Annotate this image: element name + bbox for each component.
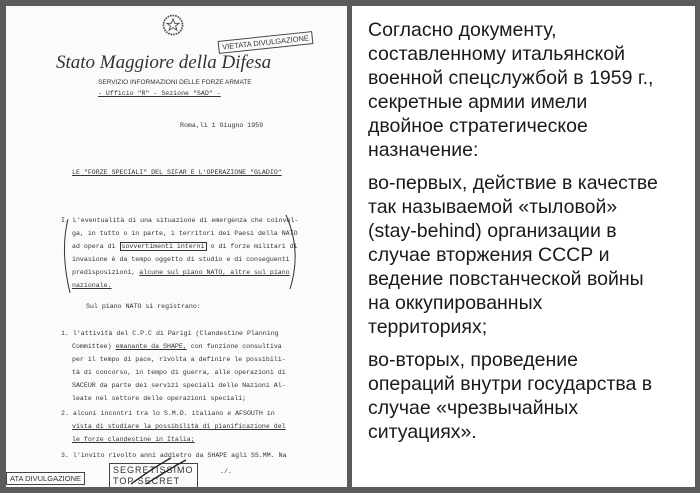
- para1-line: I. L'eventualità di una situazione di emergenza che coinvol-: [61, 217, 299, 224]
- text-line: ситуациях».: [368, 421, 477, 443]
- text-line: ведение повстанческой войны: [368, 268, 644, 290]
- para1-line: nazionale.: [72, 282, 112, 289]
- date-line: Roma,li 1 Giugno 1959: [180, 122, 264, 129]
- item3-line: 3. l'invito rivolto anni addietro da SHAPE agli SS.MM. Na: [61, 452, 287, 459]
- office-line: - Ufficio "R" - Sezione "SAD" -: [98, 90, 221, 97]
- subject-line: LE "FORZE SPECIALI" DEL SIFAR E L'OPERAZIONE "GLADIO": [72, 169, 282, 176]
- text-panel: [352, 6, 695, 487]
- text-line: Согласно документу,: [368, 19, 557, 41]
- service-name: SERVIZIO INFORMAZIONI DELLE FORZE ARMATE: [98, 79, 252, 86]
- letterhead: Stato Maggiore della Difesa: [56, 52, 272, 73]
- stamp-text: SEGRETISSIMO: [113, 465, 194, 475]
- stamp-vietata-divulgazione: VIETATA DIVULGAZIONE: [218, 31, 314, 54]
- text: predisposizioni,: [72, 269, 136, 276]
- text-line: так называемой «тыловой»: [368, 196, 618, 218]
- text-line: назначение:: [368, 139, 479, 161]
- stamp-divulgazione-bottom: ATA DIVULGAZIONE: [6, 472, 85, 485]
- paragraph-first: [368, 171, 688, 339]
- handwritten-bracket-marks: [58, 211, 303, 296]
- para1-line: invasione è da tempo oggetto di studio e di conseguenti: [72, 256, 290, 263]
- paragraph-second: [368, 348, 688, 444]
- text-line: территориях;: [368, 316, 488, 338]
- text-line: случае «чрезвычайных: [368, 397, 579, 419]
- stamp-text: TOP SECRET: [113, 476, 181, 486]
- item2-line: vista di studiare la possibilità di pianificazione del: [72, 423, 286, 430]
- underlined-text: emanante da SHAPE,: [115, 343, 187, 350]
- item1-line: per il tempo di pace, rivolta a definire le possibili-: [72, 356, 286, 363]
- text: con funzione consultiva: [190, 343, 282, 350]
- text-line: операций внутри государства в: [368, 373, 653, 395]
- item1-line: SACEUR da parte dei servizi speciali delle Nazioni Al-: [72, 382, 286, 389]
- item1-line: 1. l'attività del C.P.C di Parigi (Clandestine Planning: [61, 330, 279, 337]
- text-line: двойное стратегическое: [368, 115, 588, 137]
- paragraph-intro: [368, 18, 688, 162]
- text-line: (stay-behind) организации в: [368, 220, 617, 242]
- boxed-text: sovvertimenti interni: [121, 243, 205, 250]
- item1-line: leate nel settore delle operazioni speciali;: [72, 395, 247, 402]
- text: o di forze militari di: [210, 243, 298, 250]
- text-line: военной спецслужбой в 1959 г.,: [368, 67, 654, 89]
- item1-line: tà di concorso, in tempo di guerra, alle operazioni di: [72, 369, 286, 376]
- intro-line: Sul piano NATO si registrano:: [86, 303, 201, 310]
- item2-line: le forze clandestine in Italia;: [72, 436, 195, 443]
- text-line: на оккупированных: [368, 292, 543, 314]
- document-scan: [6, 6, 347, 487]
- text-line: составленному итальянской: [368, 43, 625, 65]
- item1-line: [72, 343, 282, 351]
- item2-line: 2. alcuni incontri tra lo S.M.D. italiano e AFSOUTH in: [61, 410, 275, 417]
- text-line: во-первых, действие в качестве: [368, 172, 658, 194]
- text: ad opera di: [72, 243, 116, 250]
- underlined-text: alcune sul piano NATO, altre sul piano: [139, 269, 290, 276]
- italian-emblem-icon: [160, 12, 186, 38]
- text-line: во-вторых, проведение: [368, 349, 578, 371]
- text-line: секретные армии имели: [368, 91, 588, 113]
- handwritten-signature: [126, 456, 206, 486]
- text: Committee): [72, 343, 112, 350]
- continued-mark: ./.: [220, 468, 232, 475]
- para1-line: ga, in tutto o in parte, i territori dei Paesi della NATO: [72, 230, 298, 237]
- text-line: случае вторжения СССР и: [368, 244, 610, 266]
